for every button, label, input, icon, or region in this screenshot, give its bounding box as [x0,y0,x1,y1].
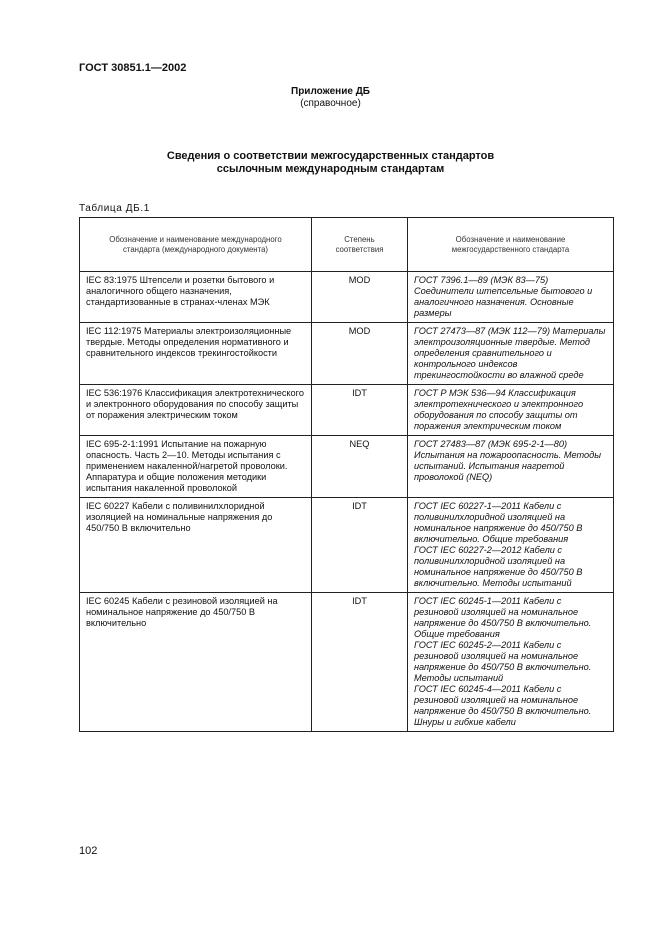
correspondence-table [79,217,614,732]
table-row [80,436,614,498]
gost-entry: ГОСТ IEC 60227-2—2012 Кабели с поливинилхлоридной изоляцией на номинальное напряжение до 450/750 В включительно. Методы испытаний [414,545,583,588]
gost-entry: ГОСТ IEC 60245-2—2011 Кабели с резиновой изоляцией на номинальное напряжение до 450/750 В включительно. Методы испытаний [414,640,592,683]
cell-degree: IDT [312,498,408,593]
appendix-title: Приложение ДБ [291,86,370,97]
appendix-subtitle: (справочное) [300,98,361,109]
table-label: Таблица ДБ.1 [79,203,150,214]
cell-interstate-standard: ГОСТ 27483—87 (МЭК 695-2-1—80) Испытания на пожароопасность. Методы испытаний. Испытания нагретой проволокой (NEQ) [408,436,614,498]
header-interstate-standard [408,218,614,272]
cell-interstate-standard: ГОСТ Р МЭК 536—94 Классификация электротехнического и электронного оборудования по способу защиты от поражения электрическим током [408,385,614,436]
cell-degree: IDT [312,385,408,436]
correspondence-table-wrapper [79,217,613,732]
table-header-row [80,218,614,272]
page-number: 102 [79,845,98,857]
header-col2-line2: соответствия [335,244,384,254]
header-col3-line2: межгосударственного стандарта [451,244,570,254]
cell-degree: MOD [312,323,408,385]
header-col3-line1: Обозначение и наименование [455,234,566,244]
table-row [80,593,614,732]
table-row [80,385,614,436]
appendix-heading [0,86,661,110]
header-col1-line1: Обозначение и наименование международного [109,234,282,244]
header-col2-line1: Степень [344,234,375,244]
cell-international-standard: IEC 695-2-1:1991 Испытание на пожарную опасность. Часть 2—10. Методы испытания с применением накаленной/нагретой проволоки. Аппаратура и общие положения методики испытания накаленной проволокой [80,436,312,498]
gost-entry: ГОСТ IEC 60227-1—2011 Кабели с поливинилхлоридной изоляцией на номинальное напряжение до 450/750 В включительно. Общие требования [414,501,583,544]
cell-international-standard: IEC 112:1975 Материалы электроизоляционные твердые. Методы определения нормативного и сравнительного индексов трекингостойкости [80,323,312,385]
table-row [80,498,614,593]
cell-interstate-standard: ГОСТ 7396.1—89 (МЭК 83—75) Соединители штепсельные бытового и аналогичного назначения. Основные размеры [408,272,614,323]
page-title-line-2: ссылочным международным стандартам [216,163,445,175]
gost-entry: ГОСТ IEC 60245-1—2011 Кабели с резиновой изоляцией на номинальное напряжение до 450/750 В включительно. Общие требования [414,596,592,639]
cell-international-standard: IEC 60227 Кабели с поливинилхлоридной изоляцией на номинальные напряжения до 450/750 В включительно [80,498,312,593]
document-code: ГОСТ 30851.1—2002 [79,62,187,74]
cell-interstate-standard [408,593,614,732]
gost-entry: ГОСТ IEC 60245-4—2011 Кабели с резиновой изоляцией на номинальное напряжение до 450/750 В включительно. Шнуры и гибкие кабели [414,684,592,727]
cell-interstate-standard [408,498,614,593]
cell-interstate-standard: ГОСТ 27473—87 (МЭК 112—79) Материалы электроизоляционные твердые. Метод определения сравнительного и контрольного индексов трекингостойкости во влажной среде [408,323,614,385]
cell-international-standard: IEC 83:1975 Штепсели и розетки бытового и аналогичного общего назначения, стандартизованные в странах-членах МЭК [80,272,312,323]
header-international-standard [80,218,312,272]
table-row [80,323,614,385]
cell-degree: IDT [312,593,408,732]
header-degree [312,218,408,272]
table-row [80,272,614,323]
header-col1-line2: стандарта (международного документа) [122,244,269,254]
cell-international-standard: IEC 60245 Кабели с резиновой изоляцией на номинальное напряжение до 450/750 В включительно [80,593,312,732]
cell-degree: MOD [312,272,408,323]
cell-international-standard: IEC 536:1976 Классификация электротехнического и электронного оборудования по способу защиты от поражения электрическим током [80,385,312,436]
page-title [0,150,661,176]
cell-degree: NEQ [312,436,408,498]
page-title-line-1: Сведения о соответствии межгосударственных стандартов [166,150,495,162]
